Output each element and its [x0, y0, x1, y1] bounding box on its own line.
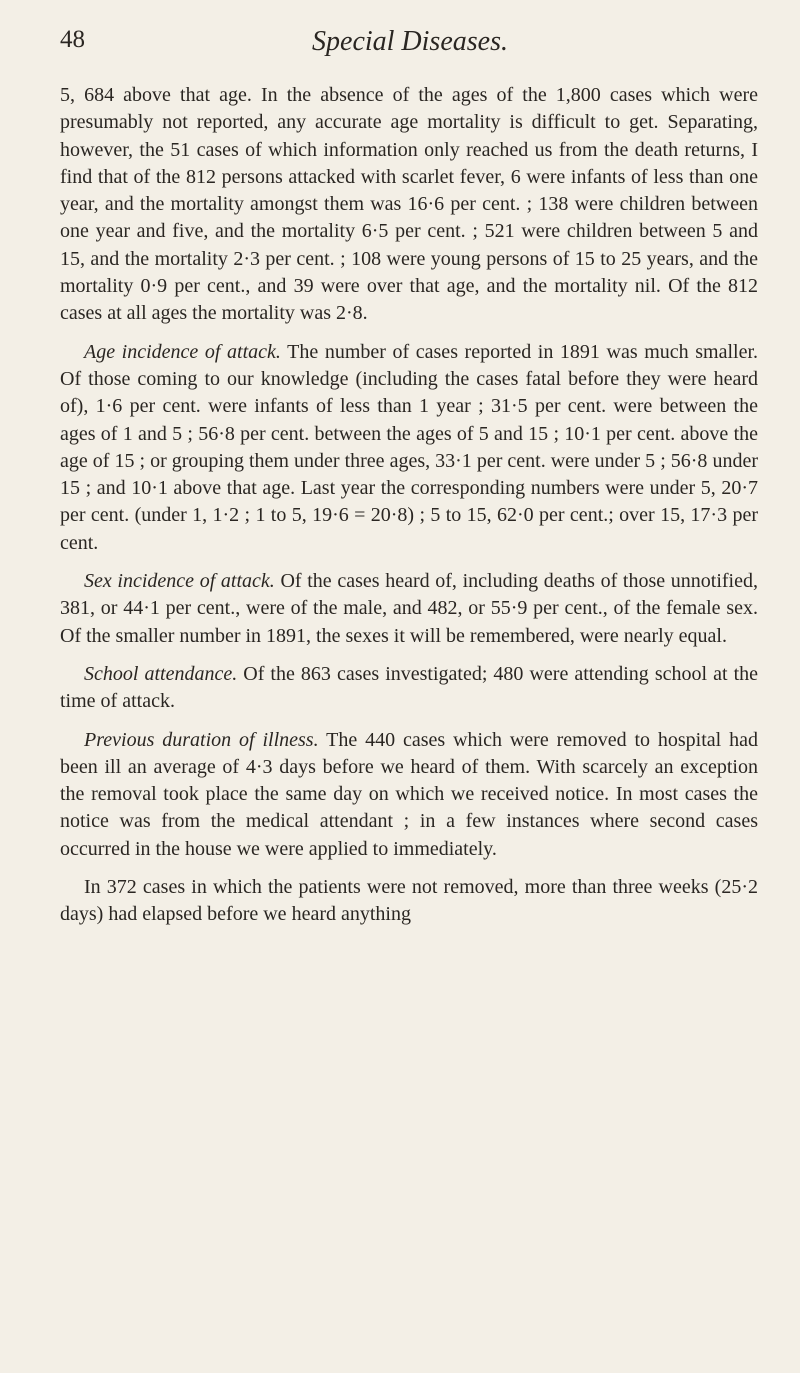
section-heading: Sex incidence of attack. [84, 570, 275, 593]
paragraph-school-attendance [60, 661, 758, 716]
paragraph-text: In 372 cases in which the patients were not removed, more than three weeks (25·2 days) had elapsed before we heard anything [60, 876, 758, 926]
paragraph-text: Of the cases heard of, including deaths of those unnotified, 381, or 44·1 per cent., were of the male, and 482, or 55·9 per cent., of the female sex. Of the smaller number in 1891, the sexes it will be remembered, were nearly equal. [60, 570, 758, 647]
section-heading: School attendance. [84, 662, 238, 685]
paragraph-text: 5, 684 above that age. In the absence of the ages of the 1,800 cases which were presumably not reported, any accurate age mortality is difficult to get. Separating, however, the 51 cases of which information only reached us from the death returns, I find that of the 812 persons attacked with scarlet fever, 6 were infants of less than one year, and the mortality amongst them was 16·6 per cent. ; 138 were children between one year and five, and the mortality 6·5 per cent. ; 521 were children between 5 and 15, and the mortality 2·3 per cent. ; 108 were young persons of 15 to 25 years, and the mortality 0·9 per cent., and 39 were over that age, and the mortality nil. Of the 812 cases at all ages the mortality was 2·8. [60, 84, 758, 325]
paragraph-age-mortality [60, 82, 758, 328]
paragraph-text: The 440 cases which were removed to hospital had been ill an average of 4·3 days before we heard of them. With scarcely an exception the removal took place the same day on which we received notice. In most cases the notice was from the medical attendant ; in a few instances where second cases occurred in the house we were applied to immediately. [60, 728, 758, 860]
page-number: 48 [60, 26, 85, 53]
paragraph-sex-incidence [60, 568, 758, 650]
paragraph-previous-duration [60, 727, 758, 863]
page-header [60, 26, 760, 66]
paragraph-text: Of the 863 cases investigated; 480 were attending school at the time of attack. [60, 662, 759, 713]
section-heading: Previous duration of illness. [84, 728, 319, 751]
section-heading: Age incidence of attack. [84, 340, 281, 363]
paragraph-age-incidence [60, 339, 758, 557]
body-text [60, 82, 758, 940]
paragraph-text: The number of cases reported in 1891 was much smaller. Of those coming to our knowledge (including the cases fatal before they were heard of), 1·6 per cent. were infants of less than 1 year ; 31·5 per cent. were between the ages of 1 and 5 ; 56·8 per cent. between the ages of 5 and 15 ; 10·1 per cent. above the age of 15 ; or grouping them under three ages, 33·1 per cent. were under 5 ; 56·8 under 15 ; and 10·1 above that age. Last year the corresponding numbers were under 5, 20·7 per cent. (under 1, 1·2 ; 1 to 5, 19·6 = 20·8) ; 5 to 15, 62·0 per cent.; over 15, 17·3 per cent. [60, 340, 759, 554]
paragraph-not-removed [60, 874, 758, 929]
running-title: Special Diseases. [312, 26, 508, 57]
